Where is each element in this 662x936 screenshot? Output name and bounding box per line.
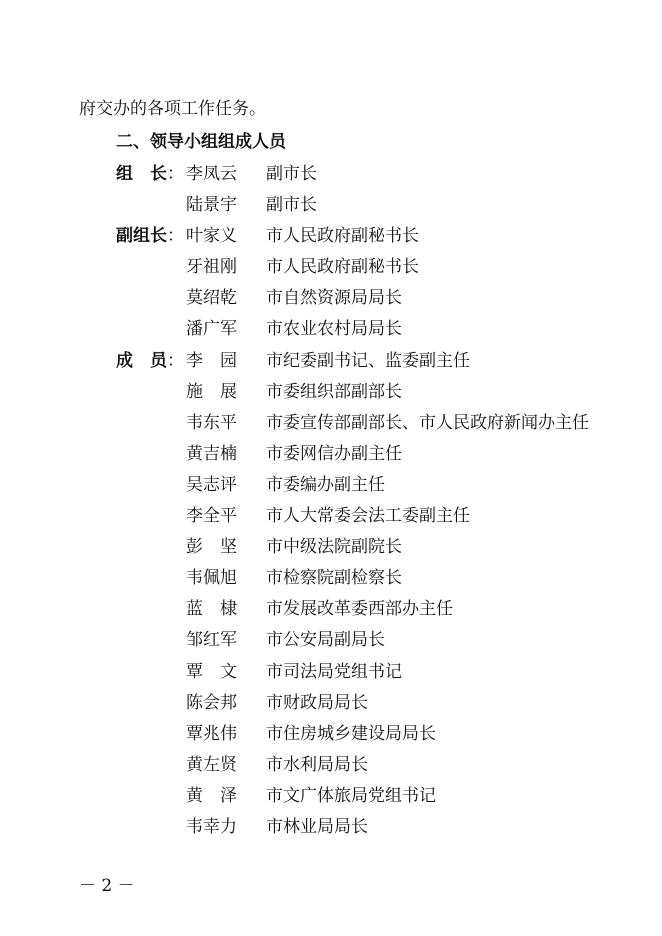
- role-separator: ：: [167, 226, 184, 247]
- roster-row: [0, 535, 662, 566]
- member-name: 韦佩旭: [186, 568, 237, 589]
- member-name: 李凤云: [186, 164, 237, 184]
- roster-row: [0, 722, 662, 753]
- member-name: 韦幸力: [186, 816, 237, 837]
- roster-row: [0, 473, 662, 504]
- member-name: 李 园: [186, 350, 237, 371]
- member-name: 叶家义: [186, 226, 237, 247]
- member-name: 邹红军: [186, 630, 237, 651]
- page-number: － 2 －: [79, 876, 135, 896]
- member-name: 吴志评: [186, 474, 237, 495]
- member-name: 覃兆伟: [186, 723, 237, 744]
- member-name: 黄左贤: [186, 754, 237, 775]
- member-roster: [0, 162, 662, 846]
- role-separator: ：: [167, 350, 184, 371]
- roster-row: [0, 224, 662, 255]
- roster-row: [0, 286, 662, 317]
- roster-row: [0, 815, 662, 846]
- section-heading: 二、领导小组组成人员: [116, 132, 286, 152]
- member-name: 蓝 棣: [186, 599, 237, 620]
- roster-row: [0, 317, 662, 348]
- role-label: [116, 162, 186, 186]
- roster-row: [0, 566, 662, 597]
- member-title: 市中级法院副院长: [266, 537, 402, 558]
- member-name: 陈会邦: [186, 692, 237, 713]
- member-title: 市人民政府副秘书长: [266, 257, 419, 278]
- member-title: 市委网信办副主任: [266, 443, 402, 464]
- roster-row: [0, 504, 662, 535]
- member-name: 李全平: [186, 506, 237, 527]
- member-title: 市自然资源局局长: [266, 288, 402, 309]
- continuation-text: 府交办的各项工作任务。: [79, 99, 266, 119]
- member-name: 黄 泽: [186, 785, 237, 806]
- member-name: 彭 坚: [186, 537, 237, 558]
- member-title: 市纪委副书记、监委副主任: [266, 350, 470, 371]
- roster-row: [0, 753, 662, 784]
- member-title: 市委编办副主任: [266, 474, 385, 495]
- member-title: 市住房城乡建设局局长: [266, 723, 436, 744]
- roster-row: [0, 660, 662, 691]
- role-text: 成 员: [116, 350, 167, 371]
- member-name: 韦东平: [186, 412, 237, 433]
- member-name: 莫绍乾: [186, 288, 237, 309]
- member-title: 副市长: [266, 164, 317, 184]
- member-name: 施 展: [186, 381, 237, 402]
- member-name: 牙祖刚: [186, 257, 237, 278]
- member-title: 市公安局副局长: [266, 630, 385, 651]
- member-title: 市林业局局长: [266, 816, 368, 837]
- member-title: 市委宣传部副部长、市人民政府新闻办主任: [266, 412, 589, 433]
- role-separator: ：: [167, 164, 184, 184]
- roster-row: [0, 193, 662, 224]
- roster-row: [0, 411, 662, 442]
- member-name: 黄吉楠: [186, 443, 237, 464]
- member-title: 副市长: [266, 195, 317, 216]
- roster-row: [0, 784, 662, 815]
- member-name: 覃 文: [186, 661, 237, 682]
- roster-row: [0, 349, 662, 380]
- member-title: 市检察院副检察长: [266, 568, 402, 589]
- role-text: 副组长: [116, 226, 167, 247]
- member-title: 市人大常委会法工委副主任: [266, 506, 470, 527]
- member-name: 潘广军: [186, 319, 237, 340]
- roster-row: [0, 691, 662, 722]
- member-name: 陆景宇: [186, 195, 237, 216]
- member-title: 市委组织部副部长: [266, 381, 402, 402]
- roster-row: [0, 442, 662, 473]
- role-label: [116, 349, 186, 373]
- member-title: 市财政局局长: [266, 692, 368, 713]
- role-text: 组 长: [116, 164, 167, 184]
- roster-row: [0, 628, 662, 659]
- member-title: 市发展改革委西部办主任: [266, 599, 453, 620]
- role-label: [116, 224, 186, 248]
- member-title: 市司法局党组书记: [266, 661, 402, 682]
- member-title: 市人民政府副秘书长: [266, 226, 419, 247]
- roster-row: [0, 597, 662, 628]
- roster-row: [0, 255, 662, 286]
- roster-row: [0, 162, 662, 193]
- member-title: 市文广体旅局党组书记: [266, 785, 436, 806]
- roster-row: [0, 380, 662, 411]
- member-title: 市农业农村局局长: [266, 319, 402, 340]
- member-title: 市水利局局长: [266, 754, 368, 775]
